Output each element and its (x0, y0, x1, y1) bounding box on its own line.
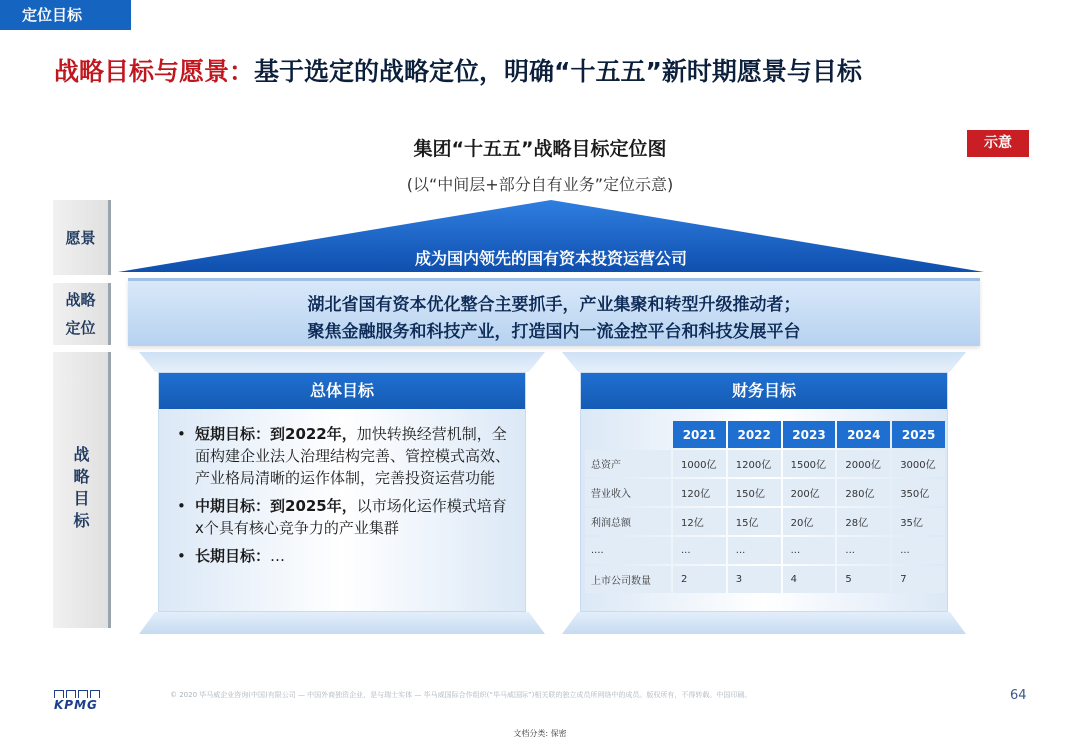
page-title-red: 战略目标与愿景： (54, 57, 255, 86)
positioning-line-1: 湖北省国有资本优化整合主要抓手，产业集聚和转型升级推动者； (307, 295, 801, 315)
year-header: 2025 (892, 421, 945, 448)
table-row (585, 566, 945, 593)
positioning-label (53, 283, 111, 345)
table-cell: 2000亿 (837, 450, 890, 477)
table-cell: 150亿 (728, 479, 781, 506)
overall-goals-header: 总体目标 (159, 373, 525, 409)
goal-item-mid (177, 495, 511, 539)
financial-goals-pillar (580, 372, 948, 612)
bullet-icon: • (177, 547, 186, 565)
illustration-badge: 示意 (967, 130, 1029, 157)
table-cell: 1000亿 (673, 450, 726, 477)
bullet-icon: • (177, 497, 186, 515)
table-cell: ... (783, 537, 836, 564)
table-cell: 12亿 (673, 508, 726, 535)
table-cell: 3000亿 (892, 450, 945, 477)
year-header: 2024 (837, 421, 890, 448)
section-tag: 定位目标 (0, 0, 131, 30)
goal-item-label: 短期目标：到2022年， (195, 425, 357, 443)
table-row (585, 508, 945, 535)
copyright-text: © 2020 毕马威企业咨询(中国)有限公司 — 中国外商独资企业，是与瑞士实体 — 毕马威国际合作组织(“毕马威国际”)相关联的独立成员所网络中的成员。版权所有，不得转载。中国印刷。 (170, 691, 752, 699)
goals-label: 战略目标 (53, 352, 111, 628)
row-label: 利润总额 (585, 508, 671, 535)
table-cell: 5 (837, 566, 890, 593)
left-pillar-cap (139, 352, 545, 372)
goal-item-text: 以市场化运作模式培育x个具有核心竞争力的产业集群 (195, 497, 507, 537)
table-corner (585, 421, 671, 448)
table-cell: 20亿 (783, 508, 836, 535)
kpmg-logo-text: KPMG (54, 698, 98, 712)
goal-item-long (177, 545, 511, 567)
table-cell: 7 (892, 566, 945, 593)
table-cell: ... (892, 537, 945, 564)
table-header-row (585, 421, 945, 448)
table-row (585, 450, 945, 477)
table-cell: 1200亿 (728, 450, 781, 477)
goal-item-label: 中期目标：到2025年， (195, 497, 357, 515)
table-cell: 4 (783, 566, 836, 593)
kpmg-logo-boxes (54, 690, 100, 698)
table-cell: 280亿 (837, 479, 890, 506)
page-title-rest: 基于选定的战略定位，明确“十五五”新时期愿景与目标 (254, 57, 862, 86)
page-number: 64 (1010, 688, 1027, 703)
goal-item-short (177, 423, 511, 489)
left-pillar-base (139, 612, 545, 634)
year-header: 2023 (783, 421, 836, 448)
kpmg-logo (54, 690, 100, 712)
positioning-label-text: 战略定位 (65, 291, 96, 337)
table-cell: 15亿 (728, 508, 781, 535)
table-cell: 120亿 (673, 479, 726, 506)
table-cell: 35亿 (892, 508, 945, 535)
positioning-band (128, 278, 980, 346)
document-classification: 文档分类: 保密 (513, 729, 567, 738)
financial-goals-header: 财务目标 (581, 373, 947, 409)
table-cell: 3 (728, 566, 781, 593)
row-label: 上市公司数量 (585, 566, 671, 593)
table-row (585, 537, 945, 564)
diagram-title: 集团“十五五”战略目标定位图 (413, 138, 667, 160)
vision-label: 愿景 (53, 200, 111, 275)
positioning-line-2: 聚焦金融服务和科技产业，打造国内一流金控平台和科技发展平台 (307, 322, 801, 342)
page-title (54, 52, 862, 88)
table-cell: 2 (673, 566, 726, 593)
table-cell: ... (728, 537, 781, 564)
row-label: 营业收入 (585, 479, 671, 506)
goal-item-text: … (270, 547, 286, 565)
right-pillar-base (562, 612, 966, 634)
table-cell: ... (837, 537, 890, 564)
bullet-icon: • (177, 425, 186, 443)
table-row (585, 479, 945, 506)
goal-item-text: 加快转换经营机制，全面构建企业法人治理结构完善、管控模式高效、产业格局清晰的运作体制，完善投资运营功能 (195, 425, 511, 487)
row-label: .... (585, 537, 671, 564)
goals-list (159, 409, 525, 567)
table-cell: 1500亿 (783, 450, 836, 477)
diagram-note: (以“中间层+部分自有业务”定位示意) (406, 175, 674, 194)
year-header: 2021 (673, 421, 726, 448)
right-pillar-cap (562, 352, 966, 372)
vision-text: 成为国内领先的国有资本投资运营公司 (414, 249, 687, 268)
overall-goals-pillar (158, 372, 526, 612)
table-cell: ... (673, 537, 726, 564)
table-cell: 28亿 (837, 508, 890, 535)
goal-item-label: 长期目标： (195, 547, 271, 565)
year-header: 2022 (728, 421, 781, 448)
table-cell: 200亿 (783, 479, 836, 506)
row-label: 总资产 (585, 450, 671, 477)
financial-table (583, 419, 947, 595)
table-cell: 350亿 (892, 479, 945, 506)
